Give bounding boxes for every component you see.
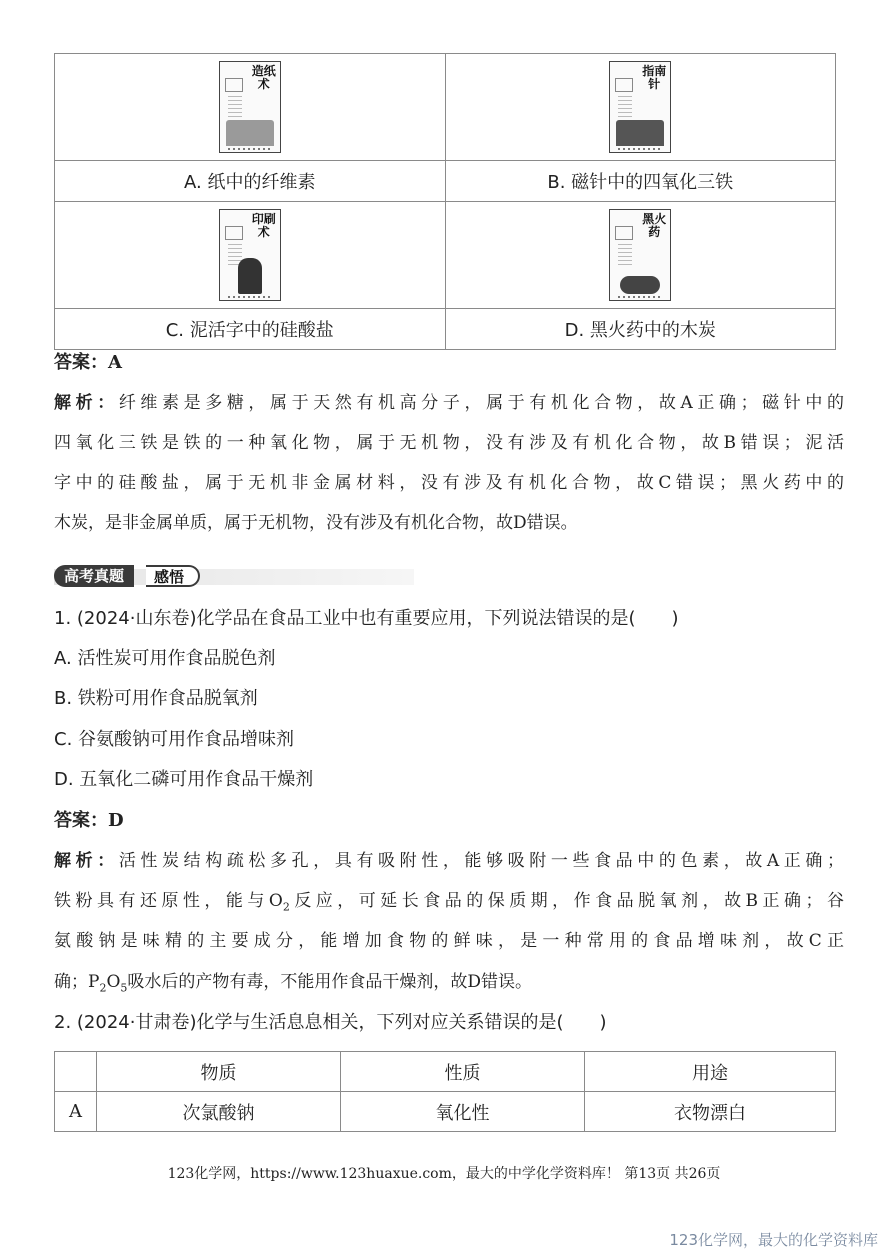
question-1-option-a: A. 活性炭可用作食品脱色剂 bbox=[54, 648, 276, 669]
papermaking-poster-image bbox=[219, 61, 281, 153]
poster-title: 指南针 bbox=[642, 64, 667, 91]
table-header-cell bbox=[55, 1052, 97, 1092]
option-a-caption: A. 纸中的纤维素 bbox=[55, 161, 446, 202]
option-d-image-cell bbox=[445, 202, 836, 309]
compass-poster-image bbox=[609, 61, 671, 153]
table-header-cell: 用途 bbox=[585, 1052, 836, 1092]
option-b-caption: B. 磁针中的四氧化三铁 bbox=[445, 161, 836, 202]
printing-poster-image bbox=[219, 209, 281, 301]
table-row bbox=[55, 1092, 836, 1132]
analysis-label: 解析： bbox=[54, 393, 119, 413]
answer-2 bbox=[54, 809, 844, 833]
table-header-row bbox=[55, 1052, 836, 1092]
analysis-1-line-2: 四氧化三铁是铁的一种氧化物，属于无机物，没有涉及有机化合物，故B错误；泥活 bbox=[54, 433, 844, 453]
question-1-option-c: C. 谷氨酸钠可用作食品增味剂 bbox=[54, 729, 295, 750]
analysis-2-line-2: 铁粉具有还原性，能与$O_2$反应，可延长食品的保质期，作食品脱氧剂，故B正确；谷 bbox=[54, 891, 845, 914]
poster-title: 印刷术 bbox=[251, 212, 276, 239]
table-header-cell: 物质 bbox=[97, 1052, 341, 1092]
gaokao-section-banner bbox=[54, 565, 414, 587]
question-1-option-d: D. 五氧化二磷可用作食品干燥剂 bbox=[54, 769, 314, 790]
option-a-image-cell bbox=[55, 54, 446, 161]
page-footer: 123化学网，https://www.123huaxue.com，最大的中学化学资料库！ 第13页 共26页 bbox=[167, 1166, 721, 1182]
table-cell: 氧化性 bbox=[341, 1092, 585, 1132]
table-cell: 次氯酸钠 bbox=[97, 1092, 341, 1132]
question-2-stem: 2. (2024·甘肃卷)化学与生活息息相关，下列对应关系错误的是( ) bbox=[54, 1012, 607, 1033]
table-cell: A bbox=[55, 1092, 97, 1132]
question-1-stem: 1. (2024·山东卷)化学品在食品工业中也有重要应用，下列说法错误的是( ) bbox=[54, 608, 679, 629]
analysis-2-line-4: 确；$P_2O_5$吸水后的产物有毒，不能用作食品干燥剂，故D错误。 bbox=[54, 972, 533, 995]
analysis-1-line-4: 木炭，是非金属单质，属于无机物，没有涉及有机化合物，故D错误。 bbox=[54, 513, 578, 533]
table-header-cell: 性质 bbox=[341, 1052, 585, 1092]
banner-left-label: 高考真题 bbox=[54, 565, 134, 587]
analysis-2-line-1: 解析：活性炭结构疏松多孔，具有吸附性，能够吸附一些食品中的色素，故A正确； bbox=[54, 851, 844, 871]
option-c-image-cell bbox=[55, 202, 446, 309]
watermark: 123化学网，最大的化学资料库 bbox=[669, 1231, 878, 1249]
gunpowder-poster-image bbox=[609, 209, 671, 301]
option-c-caption: C. 泥活字中的硅酸盐 bbox=[55, 309, 446, 350]
banner-right-label: 感悟 bbox=[146, 565, 200, 587]
table-cell: 衣物漂白 bbox=[585, 1092, 836, 1132]
answer-label: 答案： bbox=[54, 352, 108, 373]
answer-label: 答案： bbox=[54, 810, 108, 831]
analysis-2-line-3: 氨酸钠是味精的主要成分，能增加食物的鲜味，是一种常用的食品增味剂，故C正 bbox=[54, 931, 844, 951]
analysis-1-line-3: 字中的硅酸盐，属于无机非金属材料，没有涉及有机化合物，故C错误；黑火药中的 bbox=[54, 473, 844, 493]
analysis-1-line-1: 解析：纤维素是多糖，属于天然有机高分子，属于有机化合物，故A正确；磁针中的 bbox=[54, 393, 844, 413]
option-d-caption: D. 黑火药中的木炭 bbox=[445, 309, 836, 350]
answer-1 bbox=[54, 351, 844, 375]
question-2-table bbox=[54, 1051, 836, 1132]
answer-value: A bbox=[108, 352, 122, 373]
analysis-label: 解析： bbox=[54, 851, 119, 871]
option-b-image-cell bbox=[445, 54, 836, 161]
poster-title: 造纸术 bbox=[251, 64, 276, 91]
poster-title: 黑火药 bbox=[642, 212, 667, 239]
answer-value: D bbox=[108, 810, 124, 831]
question-1-option-b: B. 铁粉可用作食品脱氧剂 bbox=[54, 688, 258, 709]
options-image-table bbox=[54, 53, 836, 350]
